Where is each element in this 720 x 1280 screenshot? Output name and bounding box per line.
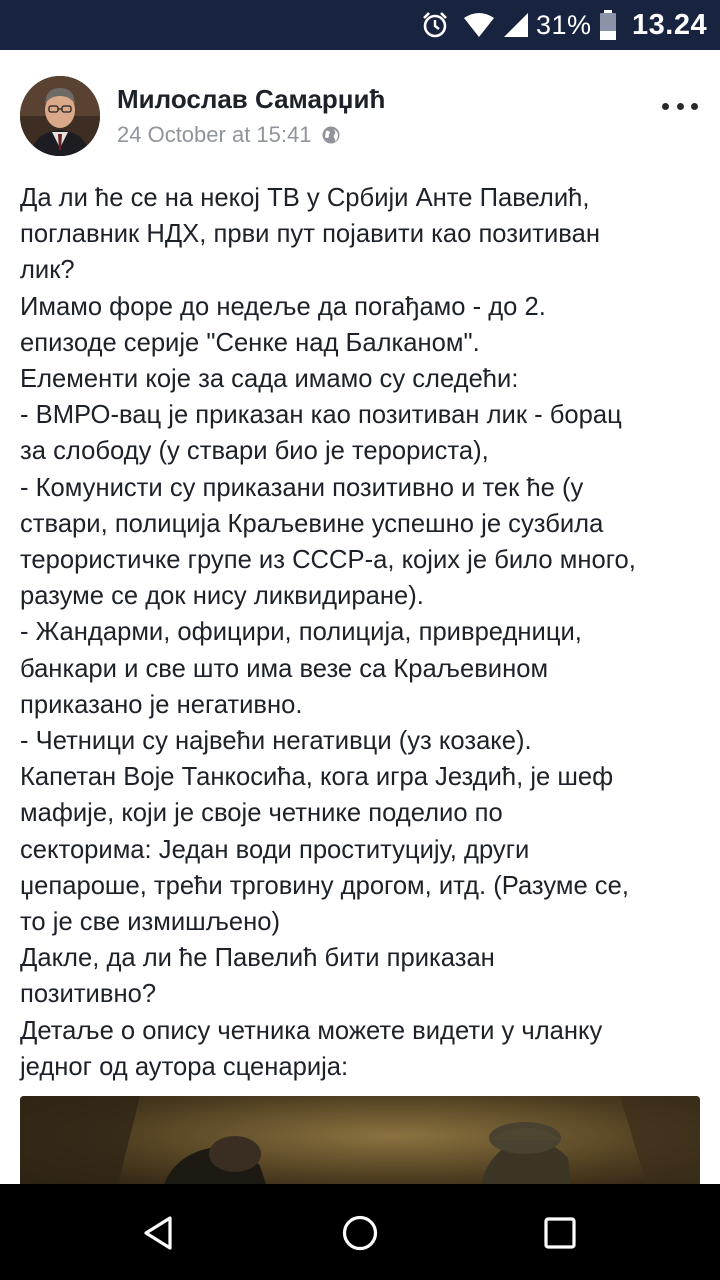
post-text-line: - Четници су највећи негативци (уз козаке). [20, 727, 532, 756]
globe-icon [321, 125, 341, 145]
post-text-line: Елементи које за сада имамо су следећи: [20, 365, 519, 394]
post-text-line: Дакле, да ли ће Павелић бити приказан [20, 944, 495, 973]
wifi-icon [462, 0, 496, 50]
post-text-line: ствари, полиција Краљевине успешно је сузбила [20, 509, 604, 538]
post-text-line: једног од аутора сценарија: [20, 1052, 349, 1081]
post-text-line: банкари и све што има везе са Краљевином [20, 654, 549, 683]
post-photo[interactable] [20, 1096, 700, 1196]
alarm-icon [418, 0, 452, 50]
post-text-line: Капетан Воје Танкосића, кога игра Јездић, је шеф [20, 763, 614, 792]
post-text-line: епизоде серије "Сенке над Балканом". [20, 328, 480, 357]
post-text-line: - ВМРО-вац је приказан као позитиван лик - борац [20, 401, 622, 430]
post-text-line: Имамо форе до недеље да погађамо - до 2. [20, 292, 546, 321]
post-text-line: лик? [20, 256, 75, 285]
battery-icon [596, 0, 620, 50]
battery-percent: 31% [536, 9, 592, 40]
post-text-line: поглавник НДХ, први пут појавити као позитиван [20, 220, 600, 249]
post-text-line: позитивно? [20, 980, 157, 1009]
post-text-line: - Жандарми, официри, полиција, привредници, [20, 618, 582, 647]
author-name[interactable]: Милослав Самарџић [117, 84, 386, 114]
post-text-line: мафије, који је своје четнике поделио по [20, 799, 503, 828]
post-timestamp[interactable]: 24 October at 15:41 [117, 122, 312, 147]
post-text-line: терористичке групе из СССР-а, којих је било много, [20, 546, 636, 575]
post-text-line: џепароше, трећи трговину дрогом, итд. (Разуме се, [20, 871, 629, 900]
post-text-line: разуме се док нису ликвидиране). [20, 582, 424, 611]
status-bar [0, 0, 720, 50]
post-text-line: за слободу (у ствари био је терориста), [20, 437, 489, 466]
dot [662, 103, 669, 110]
avatar[interactable] [20, 76, 100, 156]
home-icon[interactable] [325, 1198, 395, 1268]
signal-icon [500, 0, 532, 50]
dot [677, 103, 684, 110]
back-icon[interactable] [125, 1198, 195, 1268]
post-text-line: Да ли ће се на некој ТВ у Србији Анте Павелић, [20, 184, 590, 212]
more-options-icon[interactable] [660, 94, 700, 118]
navigation-bar [0, 1184, 720, 1280]
post-text-line: приказано је негативно. [20, 690, 303, 719]
clock: 13.24 [632, 8, 708, 41]
post-header [0, 50, 720, 170]
post-text-line: - Комунисти су приказани позитивно и тек ће (у [20, 473, 584, 502]
post-text-line: секторима: Један води проституцију, други [20, 835, 530, 864]
post-text [20, 180, 710, 1085]
post-text-line: то је све измишљено) [20, 908, 281, 937]
post-meta [117, 122, 341, 148]
recents-icon[interactable] [525, 1198, 595, 1268]
post-text-line: Детаље о опису четника можете видети у чланку [20, 1016, 603, 1045]
dot [691, 103, 698, 110]
